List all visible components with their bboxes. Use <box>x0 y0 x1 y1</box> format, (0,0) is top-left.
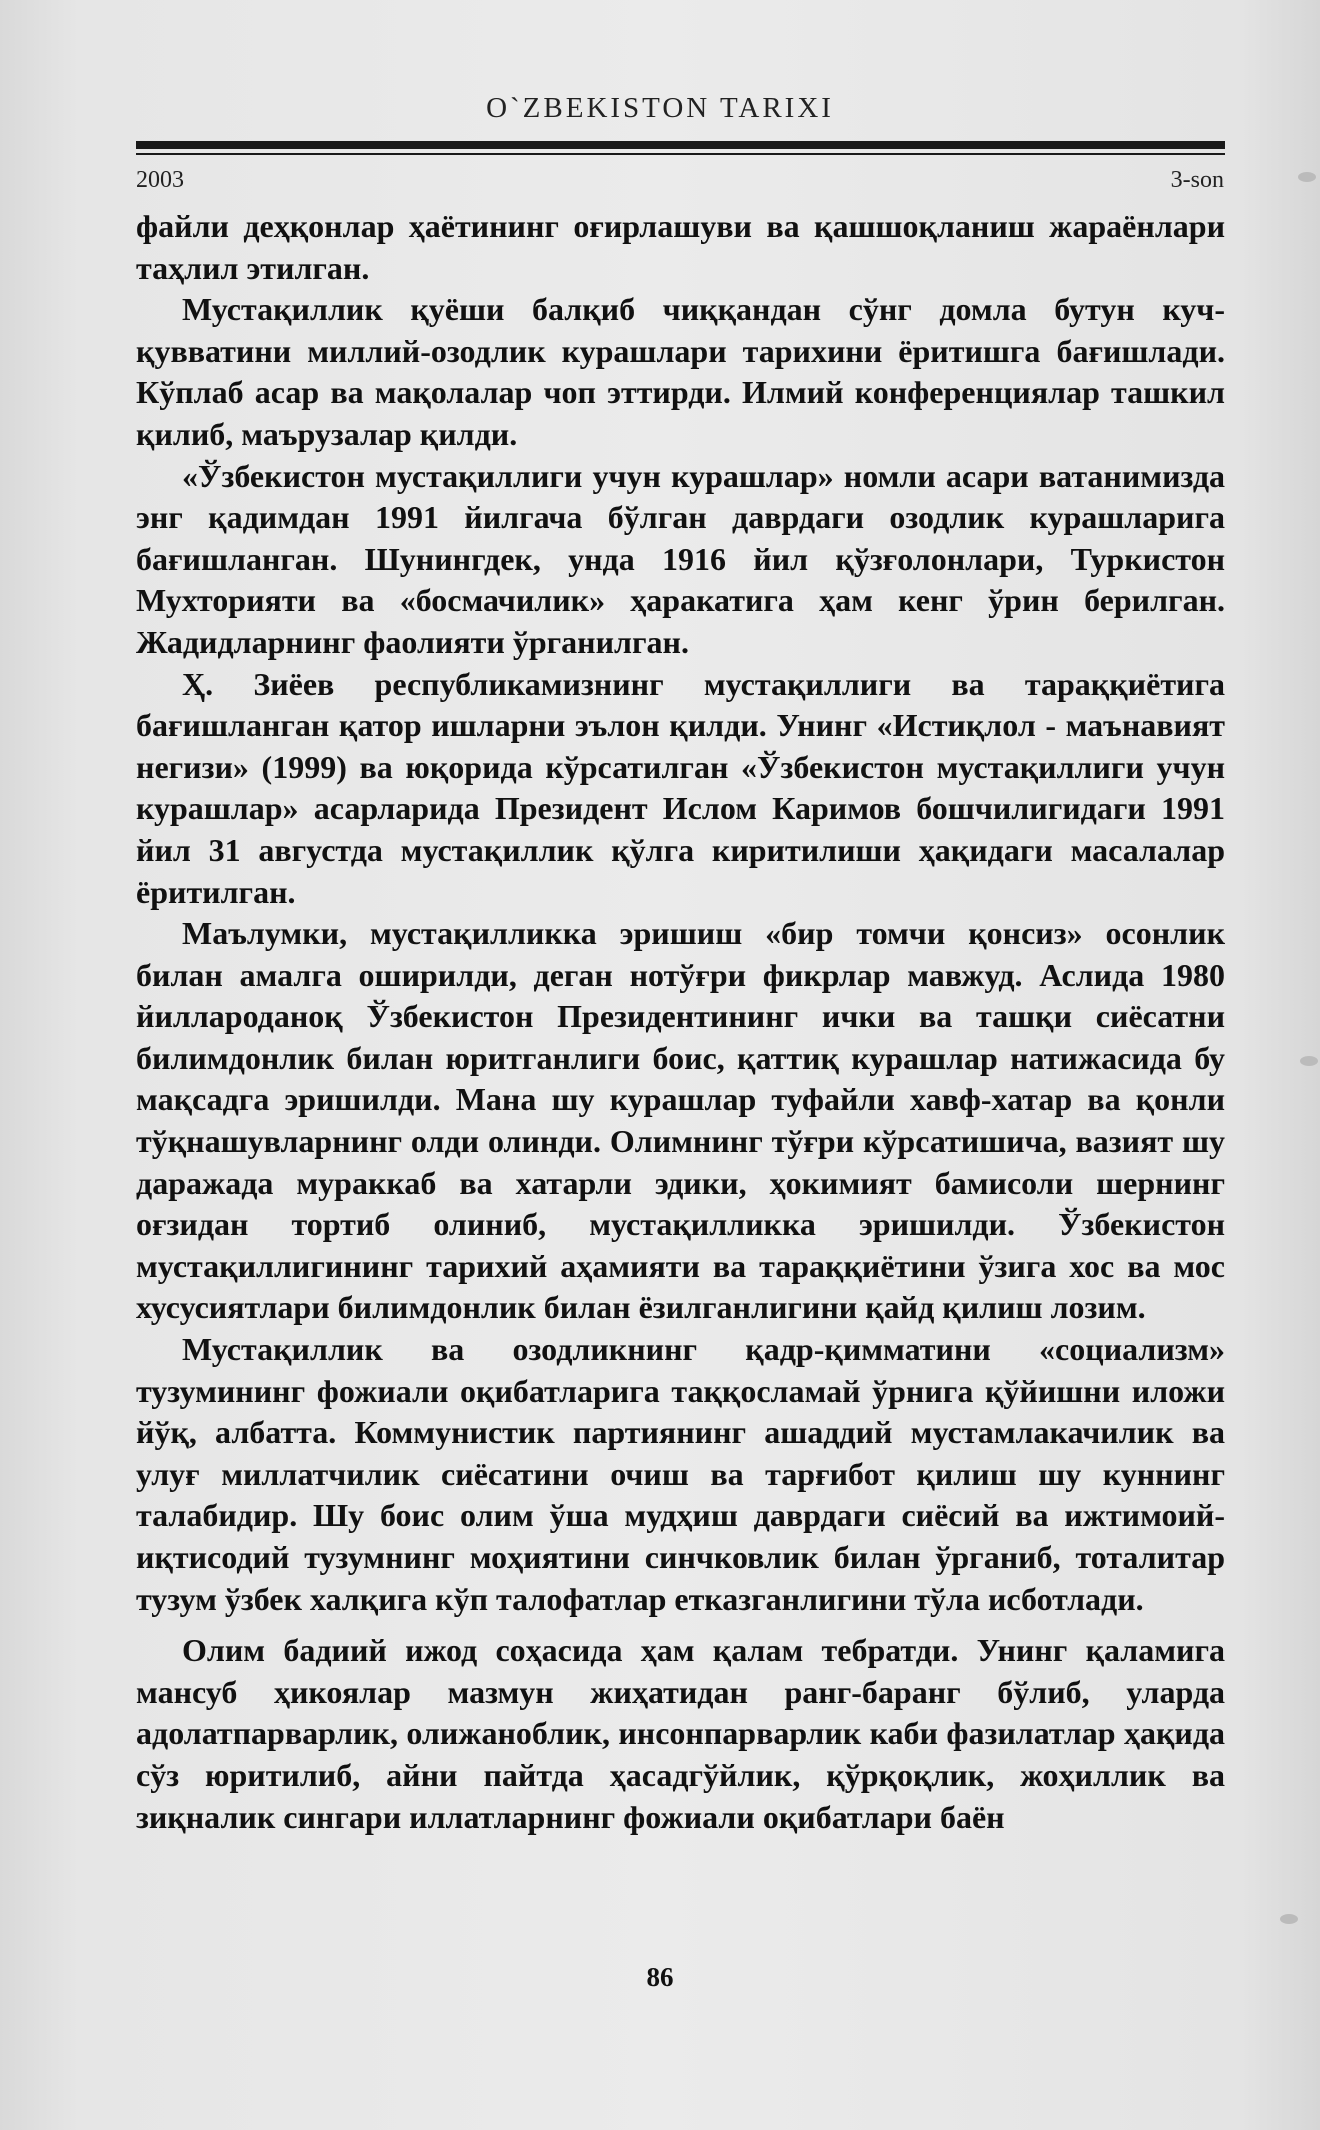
paragraph: «Ўзбекистон мустақиллиги учун курашлар» номли асари ватанимизда энг қадимдан 1991 йилгача бўлган даврдаги озодлик курашларига бағишланган. Шунингдек, унда 1916 йил қўзғолонлари, Туркистон Мухторияти ва «босмачилик» ҳаракатига ҳам кенг ўрин берилган. Жадидларнинг фаолияти ўрганилган. <box>136 457 1225 660</box>
paragraph: Мустақиллик қуёши балқиб чиққандан сўнг домла бутун куч-қувватини миллий-озодлик курашлари тарихини ёритишга бағишлади. Кўплаб асар ва мақолалар чоп эттирди. Илмий конференциялар ташкил қилиб, маърузалар қилди. <box>136 291 1225 452</box>
scan-speck <box>1300 1056 1318 1066</box>
scan-speck <box>1280 1914 1298 1924</box>
header-rule-thick <box>136 141 1225 149</box>
article-body <box>136 206 1225 1838</box>
header-year: 2003 <box>136 167 184 193</box>
paragraph: Мустақиллик ва озодликнинг қадр-қимматини «социализм» тузумининг фожиали оқибатларига таққосламай ўрнига қўйишни иложи йўқ, албатта. Коммунистик партиянинг ашаддий мустамлакачилик ва улуғ миллатчилик сиёсатини очиш ва тарғибот қилиш шу куннинг талабидир. Шу боис олим ўша мудҳиш даврдаги сиёсий ва ижтимоий-иқтисодий тузумнинг моҳиятини синчковлик билан ўрганиб, тоталитар тузум ўзбек халқига кўп талофатлар етказганлигини тўла исботлади. <box>136 1331 1225 1617</box>
page-number: 86 <box>646 1962 674 1992</box>
paragraph: Маълумки, мустақилликка эришиш «бир томчи қонсиз» осонлик билан амалга оширилди, деган нотўғри фикрлар мавжуд. Аслида 1980 йиллароданоқ Ўзбекистон Президентининг ички ва ташқи сиёсатни билимдонлик билан юритганлиги боис, қаттиқ курашлар натижасида бу мақсадга эришилди. Мана шу курашлар туфайли хавф-хатар ва қонли тўқнашувларнинг олди олинди. Олимнинг тўғри кўрсатишича, вазият шу даражада мураккаб ва хатарли эдики, ҳокимият бамисоли шернинг оғзидан тортиб олиниб, мустақилликка эришилди. Ўзбекистон мустақиллигининг тарихий аҳамияти ва тараққиётини ўзига хос ва мос хусусиятлари билимдонлик билан ёзилганлигини қайд қилиш лозим. <box>136 915 1225 1326</box>
running-header-title: O`ZBEKISTON TARIXI <box>486 92 834 124</box>
scan-speck <box>1298 172 1316 182</box>
paragraph: Олим бадиий ижод соҳасида ҳам қалам тебратди. Унинг қаламига мансуб ҳикоялар мазмун жиҳатидан ранг-баранг бўлиб, уларда адолатпарварлик, олижаноблик, инсонпарварлик каби фазилатлар ҳақида сўз юритилиб, айни пайтда ҳасадгўйлик, қўрқоқлик, жоҳиллик ва зиқналик сингари иллатларнинг фожиали оқибатлари баён <box>136 1632 1225 1835</box>
header-issue: 3-son <box>1170 167 1224 193</box>
paragraph-continuation: файли деҳқонлар ҳаётининг оғирлашуви ва қашшоқланиш жараёнлари таҳлил этилган. <box>136 208 1225 286</box>
paragraph: Ҳ. Зиёев республикамизнинг мустақиллиги ва тараққиётига бағишланган қатор ишларни эълон қилди. Унинг «Истиқлол - маънавият негизи» (1999) ва юқорида кўрсатилган «Ўзбекистон мустақиллиги учун курашлар» асарларида Президент Ислом Каримов бошчилигидаги 1991 йил 31 августда мустақиллик қўлга киритилиши ҳақидаги масалалар ёритилган. <box>136 665 1225 910</box>
header-rule-thin <box>136 153 1225 155</box>
